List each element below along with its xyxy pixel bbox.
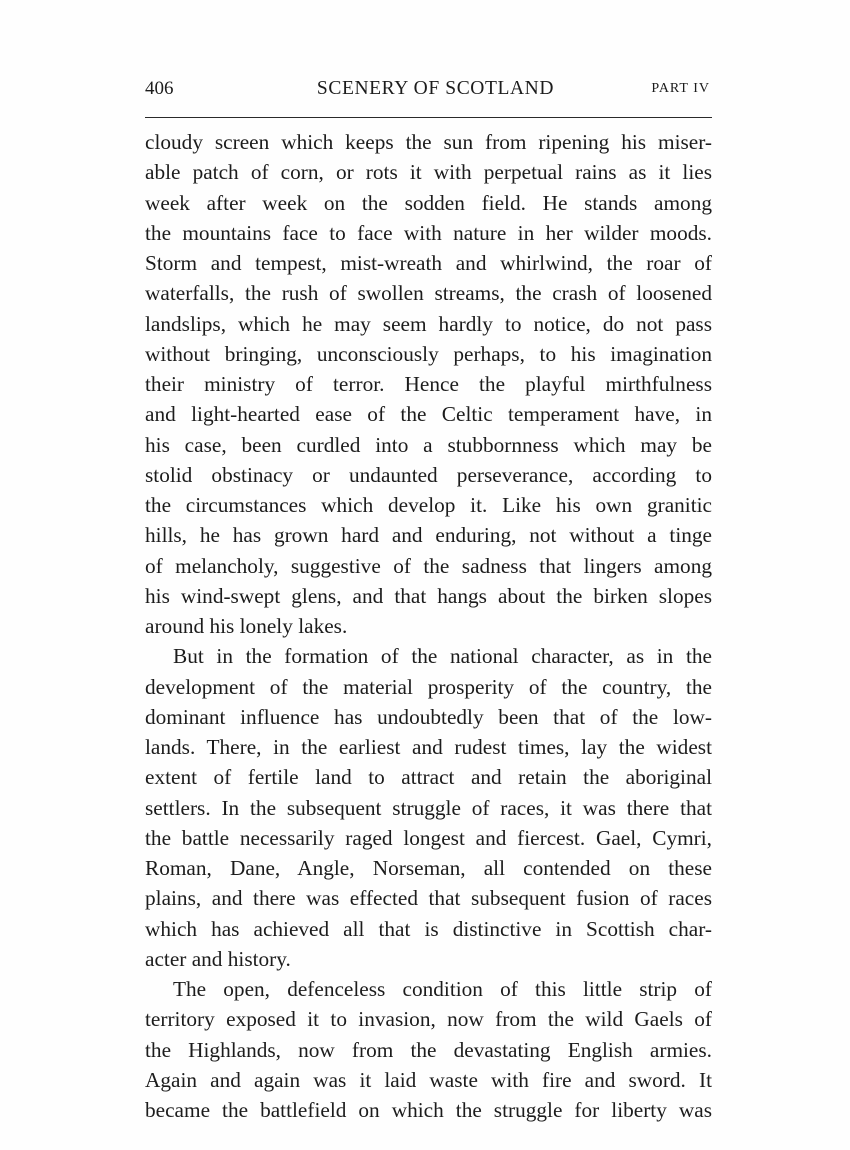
- text-line: waterfalls, the rush of swollen streams, the crash of loosened: [145, 281, 712, 306]
- text-line: lands. There, in the earliest and rudest times, lay the widest: [145, 735, 712, 759]
- header-rule: [145, 117, 712, 118]
- text-line: acter and history.: [145, 946, 291, 971]
- text-line: became the battlefield on which the struggle for liberty was: [145, 1098, 712, 1122]
- text-line: plains, and there was effected that subsequent fusion of races: [145, 886, 712, 911]
- text-line: without bringing, unconsciously perhaps, to his imagination: [145, 341, 712, 366]
- text-line: week after week on the sodden field. He stands among: [145, 190, 712, 215]
- text-line: his wind-swept glens, and that hangs about the birken slopes: [145, 583, 712, 608]
- text-line: the battle necessarily raged longest and fiercest. Gael, Cymri,: [145, 825, 712, 850]
- text-line: Roman, Dane, Angle, Norseman, all contended on these: [145, 856, 712, 880]
- text-line: development of the material prosperity of the country, the: [145, 674, 712, 699]
- text-line: able patch of corn, or rots it with perpetual rains as it lies: [145, 160, 712, 185]
- text-line: landslips, which he may seem hardly to notice, do not pass: [145, 311, 712, 336]
- text-line: which has achieved all that is distinctive in Scottish char-: [145, 916, 712, 941]
- text-line: stolid obstinacy or undaunted perseverance, according to: [145, 462, 712, 487]
- text-line: their ministry of terror. Hence the playful mirthfulness: [145, 372, 712, 396]
- text-line: territory exposed it to invasion, now from the wild Gaels of: [145, 1007, 712, 1032]
- text-line: around his lonely lakes.: [145, 614, 348, 638]
- text-line: the mountains face to face with nature in her wilder moods.: [145, 220, 712, 245]
- paragraph: [145, 127, 712, 641]
- body-text: [145, 127, 712, 1125]
- text-line: hills, he has grown hard and enduring, not without a tinge: [145, 523, 712, 548]
- text-line: cloudy screen which keeps the sun from ripening his miser-: [145, 130, 712, 154]
- running-head: [145, 74, 712, 104]
- text-line: the circumstances which develop it. Like his own granitic: [145, 493, 712, 517]
- paragraph: [145, 974, 712, 1125]
- text-line: The open, defenceless condition of this little strip of: [173, 977, 712, 1001]
- text-line: extent of fertile land to attract and retain the aboriginal: [145, 765, 712, 790]
- text-line: the Highlands, now from the devastating English armies.: [145, 1037, 712, 1062]
- text-line: settlers. In the subsequent struggle of races, it was there that: [145, 795, 712, 820]
- page-number: 406: [145, 78, 174, 99]
- paragraph: [145, 641, 712, 974]
- text-line: his case, been curdled into a stubbornness which may be: [145, 432, 712, 457]
- part-label: PART IV: [651, 81, 710, 96]
- text-line: But in the formation of the national character, as in the: [173, 644, 712, 669]
- text-line: Storm and tempest, mist-wreath and whirlwind, the roar of: [145, 251, 712, 275]
- text-line: dominant influence has undoubtedly been that of the low-: [145, 704, 712, 729]
- text-line: of melancholy, suggestive of the sadness that lingers among: [145, 553, 712, 578]
- text-line: and light-hearted ease of the Celtic temperament have, in: [145, 402, 712, 427]
- text-line: Again and again was it laid waste with fire and sword. It: [145, 1067, 712, 1092]
- running-title: SCENERY OF SCOTLAND: [316, 78, 555, 99]
